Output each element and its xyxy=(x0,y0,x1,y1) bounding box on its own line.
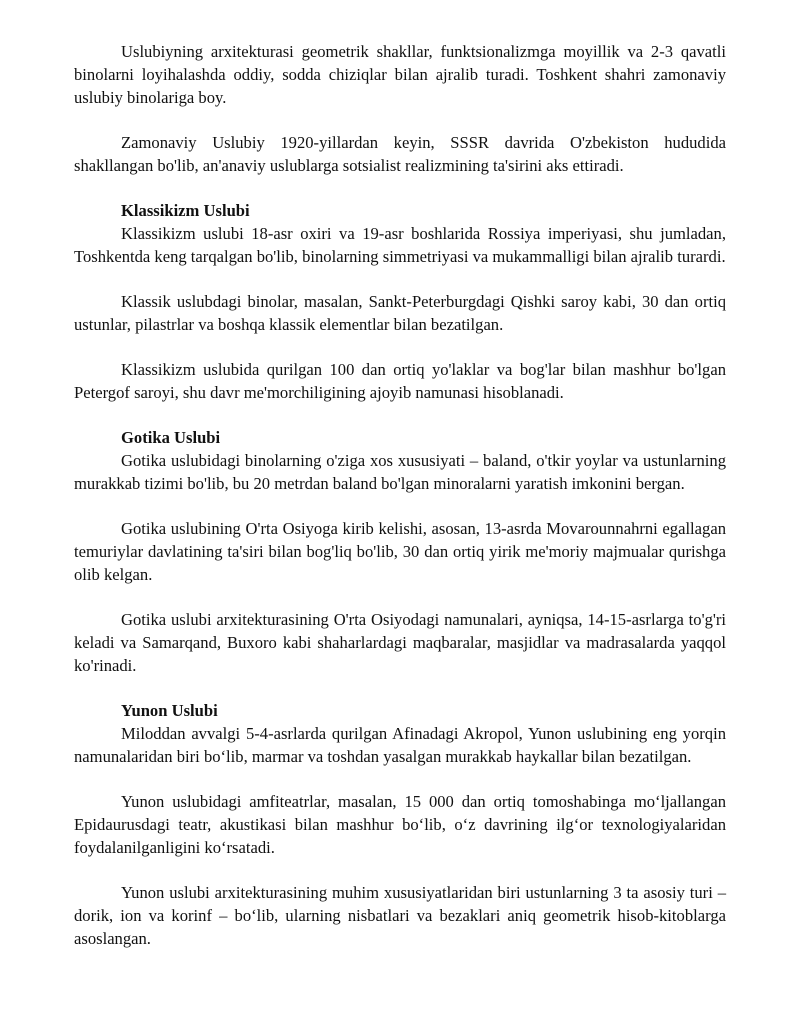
klassikizm-paragraph-1: Klassikizm uslubi 18-asr oxiri va 19-asr boshlarida Rossiya imperiyasi, shu jumladan, Toshkentda keng tarqalgan bo'lib, binolarning simmetriyasi va mukammalligi bilan ajralib turardi. xyxy=(74,224,726,266)
intro-paragraph-2: Zamonaviy Uslubiy 1920-yillardan keyin, SSSR davrida O'zbekiston hududida shakllangan bo'lib, an'anaviy uslublarga sotsialist realizmining ta'sirini aks ettiradi. xyxy=(74,133,726,175)
gotika-paragraph-3: Gotika uslubi arxitekturasining O'rta Osiyodagi namunalari, ayniqsa, 14-15-asrlarga to'g'ri keladi va Samarqand, Buxoro kabi shaharlardagi maqbaralar, masjidlar va madrasalarda yaqqol ko'rinadi. xyxy=(74,610,726,675)
klassikizm-paragraph-2: Klassik uslubdagi binolar, masalan, Sankt-Peterburgdagi Qishki saroy kabi, 30 dan ortiq ustunlar, pilastrlar va boshqa klassik elementlar bilan bezatilgan. xyxy=(74,292,726,334)
yunon-heading: Yunon Uslubi xyxy=(121,701,218,720)
document-page xyxy=(74,40,726,950)
intro-paragraph-1: Uslubiyning arxitekturasi geometrik shakllar, funktsionalizmga moyillik va 2-3 qavatli binolarni loyihalashda oddiy, sodda chiziqlar bilan ajralib turadi. Toshkent shahri zamonaviy uslubiy binolariga boy. xyxy=(74,42,726,107)
klassikizm-paragraph-3: Klassikizm uslubida qurilgan 100 dan ortiq yo'laklar va bog'lar bilan mashhur bo'lgan Petergof saroyi, shu davr me'morchiligining ajoyib namunasi hisoblanadi. xyxy=(74,360,726,402)
yunon-paragraph-3: Yunon uslubi arxitekturasining muhim xususiyatlaridan biri ustunlarning 3 ta asosiy turi – dorik, ion va korinf – bo‘lib, ularning nisbatlari va bezaklari aniq geometrik hisob-kitoblarga asoslangan. xyxy=(74,883,726,948)
yunon-paragraph-2: Yunon uslubidagi amfiteatrlar, masalan, 15 000 dan ortiq tomoshabinga mo‘ljallangan Epidaurusdagi teatr, akustikasi bilan mashhur bo‘lib, o‘z davrining ilg‘or texnologiyalaridan foydalanilganligini ko‘rsatadi. xyxy=(74,792,726,857)
yunon-paragraph-1: Miloddan avvalgi 5-4-asrlarda qurilgan Afinadagi Akropol, Yunon uslubining eng yorqin namunalaridan biri bo‘lib, marmar va toshdan yasalgan murakkab haykallar bilan bezatilgan. xyxy=(74,724,726,766)
gotika-paragraph-2: Gotika uslubining O'rta Osiyoga kirib kelishi, asosan, 13-asrda Movarounnahrni egallagan temuriylar davlatining ta'siri bilan bog'liq bo'lib, 30 dan ortiq yirik me'moriy majmualar qurishga olib kelgan. xyxy=(74,519,726,584)
klassikizm-heading: Klassikizm Uslubi xyxy=(121,201,250,220)
gotika-paragraph-1: Gotika uslubidagi binolarning o'ziga xos xususiyati – baland, o'tkir yoylar va ustunlarning murakkab tizimi bo'lib, bu 20 metrdan baland bo'lgan minoralarni yaratish imkonini bergan. xyxy=(74,451,726,493)
gotika-heading: Gotika Uslubi xyxy=(121,428,221,447)
